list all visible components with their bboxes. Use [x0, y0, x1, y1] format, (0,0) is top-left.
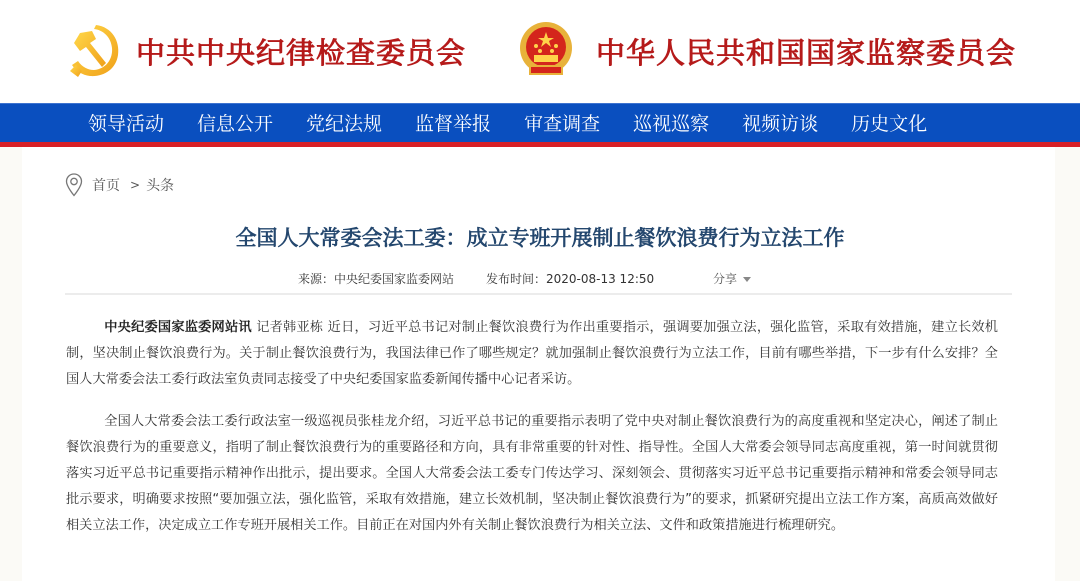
location-pin-icon	[65, 173, 83, 197]
nav-item-leadership[interactable]: 领导活动	[88, 113, 165, 135]
nav-item-history[interactable]: 历史文化	[851, 113, 928, 135]
chevron-down-icon	[743, 277, 751, 282]
article-publish-time: 发布时间：2020-08-13 12:50	[486, 272, 655, 286]
site-header	[0, 0, 1080, 103]
paragraph-text: 全国人大常委会法工委行政法室一级巡视员张桂龙介绍，习近平总书记的重要指示表明了党中央对制止餐饮浪费行为的高度重视和坚定决心，阐述了制止餐饮浪费行为的重要意义，指明了制止餐饮浪费行为的重要路径和方向，具有非常重要的针对性、指导性。全国人大常委会领导同志高度重视，第一时间就贯彻落实习近平总书记重要指示精神作出批示，提出要求。全国人大常委会法工委专门传达学习、深刻领会、贯彻落实习近平总书记重要指示精神和常委会领导同志批示要求，明确要求按照“要加强立法，强化监管，采取有效措施，建立长效机制，坚决制止餐饮浪费行为”的要求，抓紧研究提出立法工作方案，高质高效做好相关立法工作，决定成立工作专班开展相关工作。目前正在对国内外有关制止餐饮浪费行为相关立法、文件和政策措施进行梳理研究。	[66, 414, 998, 533]
breadcrumb	[65, 173, 174, 197]
article-body	[66, 315, 998, 555]
main-nav	[0, 103, 1080, 146]
nav-item-inspection[interactable]: 巡视巡察	[633, 113, 710, 135]
nav-item-disclosure[interactable]: 信息公开	[197, 113, 274, 135]
share-dropdown[interactable]	[713, 270, 751, 287]
nav-item-regulations[interactable]: 党纪法规	[306, 113, 383, 135]
nav-item-video[interactable]: 视频访谈	[742, 113, 819, 135]
breadcrumb-home-link[interactable]: 首页	[92, 178, 120, 194]
national-emblem-icon	[518, 20, 574, 82]
ccdi-title: 中共中央纪律检查委员会	[136, 35, 467, 70]
paragraph-lead: 中央纪委国家监委网站讯	[104, 320, 252, 335]
nav-item-investigation[interactable]: 审查调查	[524, 113, 601, 135]
breadcrumb-separator: >	[130, 178, 141, 192]
nav-item-report[interactable]: 监督举报	[415, 113, 492, 135]
ccdi-brand[interactable]	[66, 18, 466, 84]
nsc-brand[interactable]	[518, 18, 1016, 84]
share-label: 分享	[713, 272, 738, 286]
article-source: 来源：中央纪委国家监委网站	[298, 272, 455, 286]
article-title: 全国人大常委会法工委：成立专班开展制止餐饮浪费行为立法工作	[235, 226, 845, 250]
paragraph-text: 记者韩亚栋 近日，习近平总书记对制止餐饮浪费行为作出重要指示，强调要加强立法，强化监管，采取有效措施，建立长效机制，坚决制止餐饮浪费行为。关于制止餐饮浪费行为，我国法律已作了哪些规定？就加强制止餐饮浪费行为立法工作，目前有哪些举措，下一步有什么安排？全国人大常委会法工委行政法室负责同志接受了中央纪委国家监委新闻传播中心记者采访。	[66, 320, 998, 387]
party-emblem-icon	[66, 21, 122, 81]
article-paragraph	[66, 315, 998, 393]
title-divider	[65, 293, 1012, 295]
nsc-title: 中华人民共和国国家监察委员会	[596, 35, 1017, 70]
article-paragraph	[66, 409, 998, 539]
breadcrumb-current-link[interactable]: 头条	[146, 178, 175, 194]
